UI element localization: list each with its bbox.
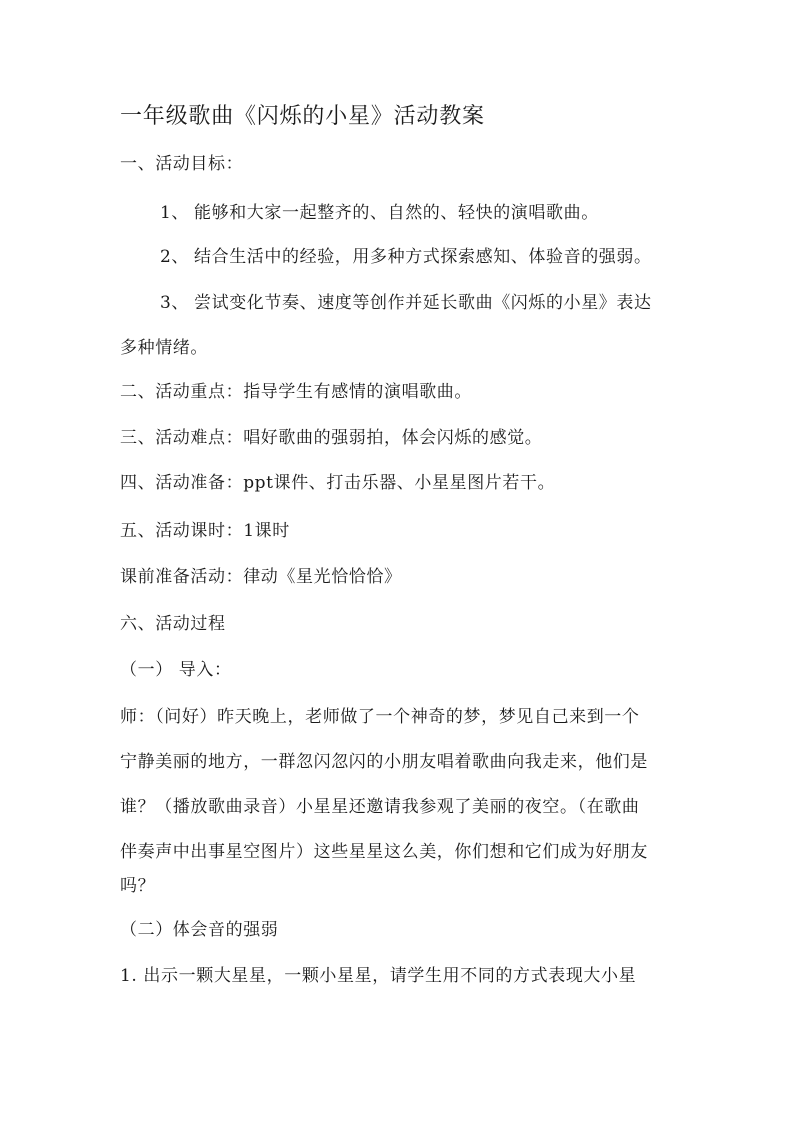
goal-text: 结合生活中的经验，用多种方式探索感知、体验音的强弱。 [194, 247, 652, 267]
goal-text: 尝试变化节奏、速度等创作并延长歌曲《闪烁的小星》表达 [194, 293, 652, 313]
goal-number: 1、 [160, 203, 190, 223]
goal-text: 能够和大家一起整齐的、自然的、轻快的演唱歌曲。 [194, 203, 599, 223]
section-lesson-hours: 五、活动课时：1课时 [120, 521, 290, 541]
pre-activity: 课前准备活动：律动《星光恰恰恰》 [120, 567, 402, 587]
section-process: 六、活动过程 [120, 614, 226, 634]
goal-number: 3、 [160, 293, 190, 313]
part2-item-1: 1. 出示一颗大星星，一颗小星星，请学生用不同的方式表现大小星 [120, 966, 637, 986]
paragraph-line: 伴奏声中出事星空图片）这些星星这么美，你们想和它们成为好朋友 [120, 842, 648, 862]
paragraph-line: 宁静美丽的地方，一群忽闪忽闪的小朋友唱着歌曲向我走来，他们是 [120, 752, 648, 772]
part-strength-heading: （二）体会音的强弱 [120, 920, 279, 940]
section-heading-goals: 一、活动目标： [120, 154, 244, 174]
section-key-points: 二、活动重点：指导学生有感情的演唱歌曲。 [120, 382, 472, 402]
document-title: 一年级歌曲《闪烁的小星》活动教案 [120, 104, 485, 129]
paragraph-line: 吗？ [120, 876, 156, 896]
paragraph-line: 谁？（播放歌曲录音）小星星还邀请我参观了美丽的夜空。（在歌曲 [120, 797, 640, 817]
goal-number: 2、 [160, 247, 190, 267]
part-intro-heading: （一） 导入： [120, 660, 232, 680]
goal-item-3 [160, 292, 652, 314]
goal-item-1 [160, 202, 599, 224]
goal-item-3-continued: 多种情绪。 [120, 338, 208, 358]
section-difficulties: 三、活动难点：唱好歌曲的强弱拍，体会闪烁的感觉。 [120, 428, 543, 448]
paragraph-line: 师：（问好）昨天晚上，老师做了一个神奇的梦，梦见自己来到一个 [120, 707, 640, 727]
section-preparation: 四、活动准备：ppt课件、打击乐器、小星星图片若干。 [120, 473, 556, 493]
goal-item-2 [160, 246, 652, 268]
